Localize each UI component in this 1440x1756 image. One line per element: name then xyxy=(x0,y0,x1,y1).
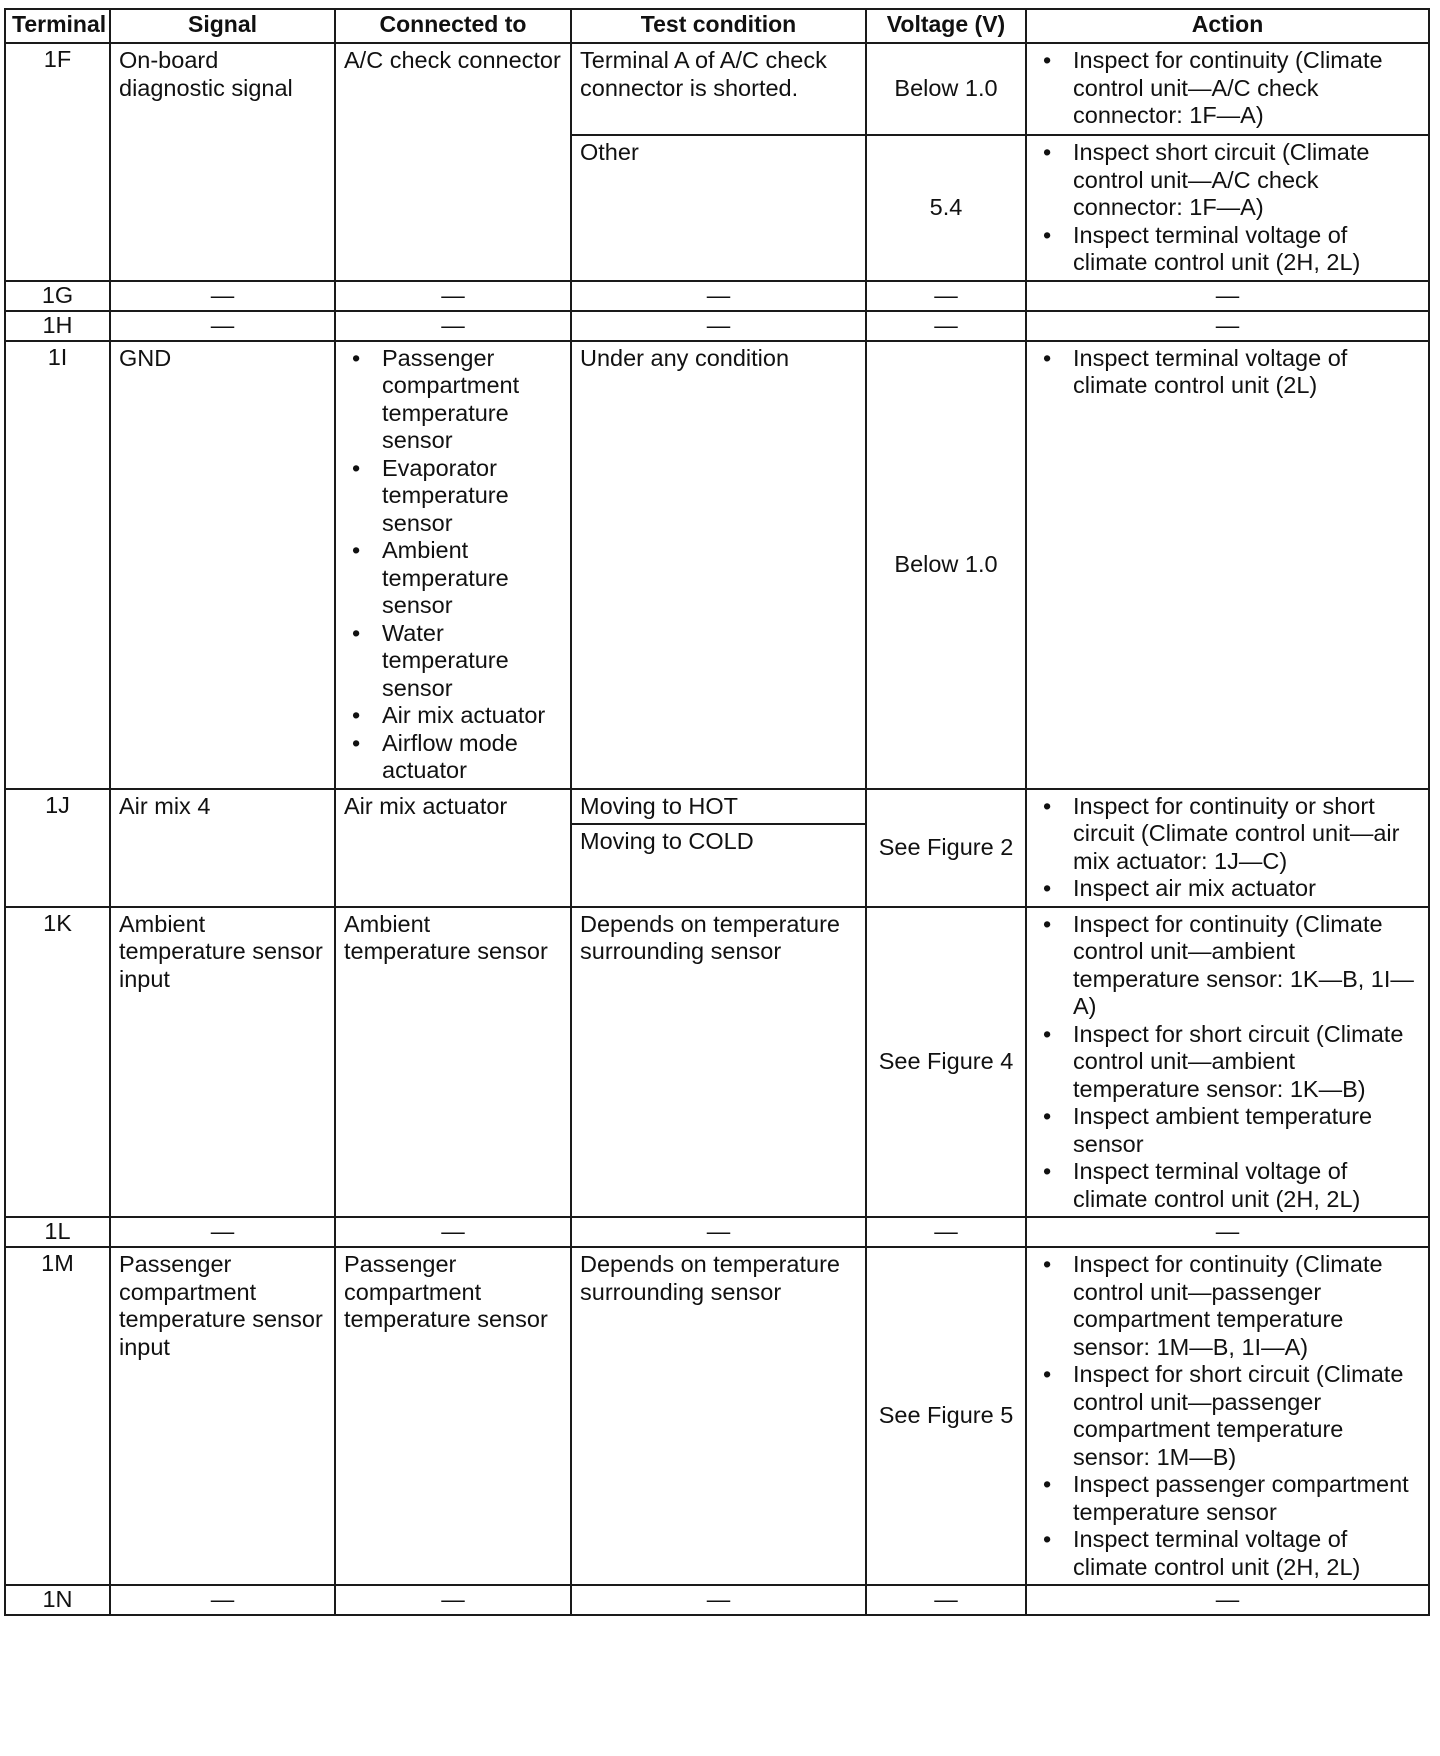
action-item: • Inspect for continuity (Climate control unit—A/C check connector: 1F—A) xyxy=(1073,47,1420,130)
dash-cell: — xyxy=(335,281,571,311)
action-cell xyxy=(1026,789,1429,907)
dash-cell: — xyxy=(571,281,866,311)
signal-cell: On-board diagnostic signal xyxy=(110,43,335,281)
test-condition-cell: Under any condition xyxy=(571,341,866,789)
action-cell xyxy=(1026,907,1429,1218)
terminal-cell: 1K xyxy=(5,907,110,1218)
dash-cell: — xyxy=(335,1217,571,1247)
action-item: • Inspect for continuity (Climate control unit—ambient temperature sensor: 1K—B, 1I—A) xyxy=(1073,911,1420,1021)
action-item: • Inspect for short circuit (Climate control unit—ambient temperature sensor: 1K—B) xyxy=(1073,1021,1420,1104)
dash-cell: — xyxy=(110,1217,335,1247)
voltage-cell: See Figure 2 xyxy=(866,789,1026,907)
voltage-cell: See Figure 4 xyxy=(866,907,1026,1218)
action-item: • Inspect for short circuit (Climate control unit—passenger compartment temperature sensor: 1M—B) xyxy=(1073,1361,1420,1471)
dash-cell: — xyxy=(1026,281,1429,311)
connected-to-cell: A/C check connector xyxy=(335,43,571,281)
action-item: • Inspect terminal voltage of climate control unit (2H, 2L) xyxy=(1073,1526,1420,1581)
test-condition-cell: Terminal A of A/C check connector is shorted. xyxy=(571,43,866,135)
test-condition-cell: Depends on temperature surrounding sensor xyxy=(571,907,866,1218)
header-terminal: Terminal xyxy=(5,9,110,43)
table-row xyxy=(5,43,1429,135)
dash-cell: — xyxy=(866,281,1026,311)
connected-to-cell: Air mix actuator xyxy=(335,789,571,907)
test-condition-cell: Other xyxy=(571,135,866,281)
connected-item: • Ambient temperature sensor xyxy=(382,537,562,620)
dash-cell: — xyxy=(1026,1585,1429,1615)
dash-cell: — xyxy=(335,1585,571,1615)
voltage-cell: See Figure 5 xyxy=(866,1247,1026,1585)
header-voltage: Voltage (V) xyxy=(866,9,1026,43)
terminal-cell: 1J xyxy=(5,789,110,907)
terminal-cell: 1L xyxy=(5,1217,110,1247)
terminal-voltage-table xyxy=(4,8,1430,1616)
signal-cell: Passenger compartment temperature sensor input xyxy=(110,1247,335,1585)
action-item: • Inspect terminal voltage of climate control unit (2H, 2L) xyxy=(1073,222,1420,277)
dash-cell: — xyxy=(571,1217,866,1247)
table-header-row xyxy=(5,9,1429,43)
action-item: • Inspect terminal voltage of climate control unit (2H, 2L) xyxy=(1073,1158,1420,1213)
table-row xyxy=(5,1585,1429,1615)
connected-item: • Water temperature sensor xyxy=(382,620,562,703)
table-row xyxy=(5,341,1429,789)
action-item: • Inspect for continuity (Climate control unit—passenger compartment temperature sensor: 1M—B, 1I—A) xyxy=(1073,1251,1420,1361)
header-signal: Signal xyxy=(110,9,335,43)
dash-cell: — xyxy=(866,311,1026,341)
terminal-cell: 1F xyxy=(5,43,110,281)
dash-cell: — xyxy=(571,311,866,341)
terminal-cell: 1M xyxy=(5,1247,110,1585)
dash-cell: — xyxy=(110,311,335,341)
condition-cold: Moving to COLD xyxy=(580,828,754,854)
test-condition-cell xyxy=(571,789,866,907)
terminal-cell: 1G xyxy=(5,281,110,311)
action-cell xyxy=(1026,135,1429,281)
connected-to-cell: Passenger compartment temperature sensor xyxy=(335,1247,571,1585)
header-test-condition: Test condition xyxy=(571,9,866,43)
action-item: • Inspect air mix actuator xyxy=(1073,875,1420,903)
voltage-cell: Below 1.0 xyxy=(866,341,1026,789)
table-row xyxy=(5,1247,1429,1585)
action-item: • Inspect terminal voltage of climate control unit (2L) xyxy=(1073,345,1420,400)
test-condition-cell: Depends on temperature surrounding sensor xyxy=(571,1247,866,1585)
dash-cell: — xyxy=(335,311,571,341)
connected-to-cell: Ambient temperature sensor xyxy=(335,907,571,1218)
connected-item: • Evaporator temperature sensor xyxy=(382,455,562,538)
dash-cell: — xyxy=(110,281,335,311)
table-row xyxy=(5,311,1429,341)
signal-cell: Ambient temperature sensor input xyxy=(110,907,335,1218)
connected-item: • Passenger compartment temperature sensor xyxy=(382,345,562,455)
dash-cell: — xyxy=(1026,1217,1429,1247)
signal-cell: Air mix 4 xyxy=(110,789,335,907)
connected-item: • Airflow mode actuator xyxy=(382,730,562,785)
terminal-table-page xyxy=(4,8,1428,1616)
connected-to-cell xyxy=(335,341,571,789)
terminal-cell: 1N xyxy=(5,1585,110,1615)
dash-cell: — xyxy=(1026,311,1429,341)
action-item: • Inspect ambient temperature sensor xyxy=(1073,1103,1420,1158)
header-action: Action xyxy=(1026,9,1429,43)
action-item: • Inspect passenger compartment temperature sensor xyxy=(1073,1471,1420,1526)
condition-hot: Moving to HOT xyxy=(572,790,865,826)
table-row xyxy=(5,1217,1429,1247)
action-cell xyxy=(1026,43,1429,135)
table-row xyxy=(5,789,1429,907)
dash-cell: — xyxy=(571,1585,866,1615)
voltage-cell: Below 1.0 xyxy=(866,43,1026,135)
voltage-cell: 5.4 xyxy=(866,135,1026,281)
terminal-cell: 1I xyxy=(5,341,110,789)
dash-cell: — xyxy=(866,1217,1026,1247)
signal-cell: GND xyxy=(110,341,335,789)
dash-cell: — xyxy=(866,1585,1026,1615)
action-item: • Inspect for continuity or short circuit (Climate control unit—air mix actuator: 1J—C) xyxy=(1073,793,1420,876)
terminal-cell: 1H xyxy=(5,311,110,341)
action-cell xyxy=(1026,1247,1429,1585)
header-connected-to: Connected to xyxy=(335,9,571,43)
action-item: • Inspect short circuit (Climate control unit—A/C check connector: 1F—A) xyxy=(1073,139,1420,222)
table-row xyxy=(5,907,1429,1218)
action-cell xyxy=(1026,341,1429,789)
connected-item: • Air mix actuator xyxy=(382,702,562,730)
table-row xyxy=(5,281,1429,311)
dash-cell: — xyxy=(110,1585,335,1615)
